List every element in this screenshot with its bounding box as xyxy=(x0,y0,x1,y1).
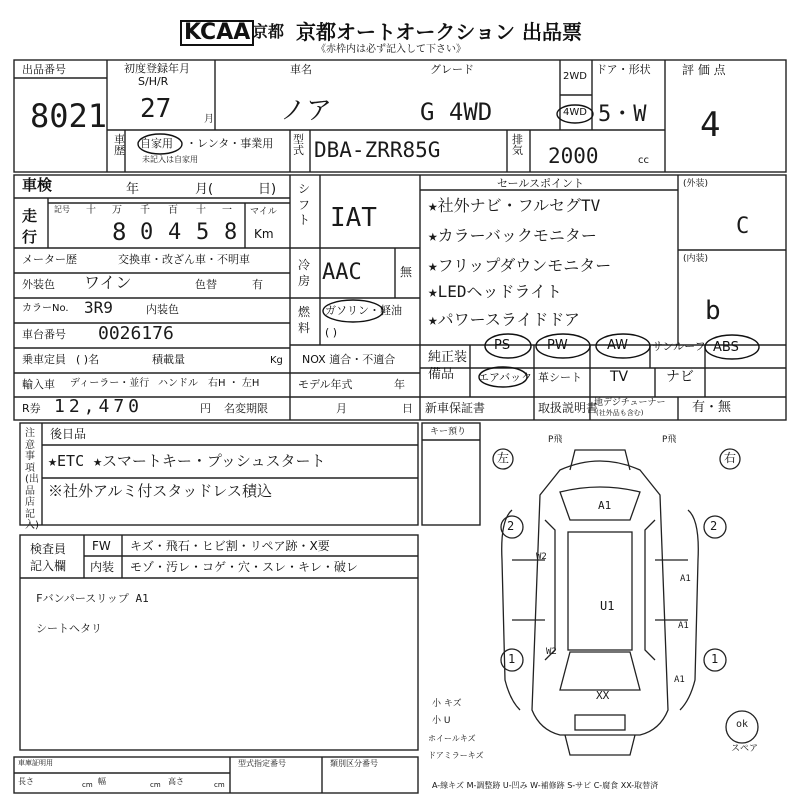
diagram-left: 左 xyxy=(497,451,510,465)
exterior-grade-value: C xyxy=(736,214,750,239)
notes-line: ※社外アルミ付スタッドレス積込 xyxy=(48,482,272,500)
inspector-line: Fバンパースリップ A1 xyxy=(36,592,149,605)
import-label: 輸入車 xyxy=(22,378,55,391)
tax-month: 月 xyxy=(336,402,347,415)
notes-label: 注意事項(出品店記入) xyxy=(25,428,39,531)
bottom-height: 高さ xyxy=(168,777,184,786)
interior-grade-label: (内装) xyxy=(683,254,709,264)
logo: KCAA xyxy=(180,20,254,46)
reg-sub: S/H/R xyxy=(138,75,169,88)
diagram-mark: 1 xyxy=(508,652,516,666)
fuel-paren: ( ) xyxy=(325,326,338,339)
lot-label: 出品番号 xyxy=(22,63,66,76)
drive-4wd: 4WD xyxy=(563,107,587,118)
interior-color-label: 内装色 xyxy=(146,303,179,316)
lot-number: 8021 xyxy=(30,97,108,135)
color-no-value: 3R9 xyxy=(84,298,113,317)
door-label: ドア・形状 xyxy=(596,63,651,76)
fuel-label: 燃料 xyxy=(298,305,311,335)
mileage-digit: 5 xyxy=(196,220,210,245)
inspector-line: シートヘタリ xyxy=(36,622,102,635)
load-label: 積載量 xyxy=(152,353,185,366)
history-other: ・レンタ・事業用 xyxy=(186,137,274,150)
inspection-month: 月( xyxy=(195,182,214,197)
key-label: キー預り xyxy=(430,427,467,437)
meter-options: 交換車・改ざん車・不明車 xyxy=(118,253,250,266)
equip-airbag: エアバック xyxy=(478,371,533,384)
diagram-mark: XX xyxy=(596,689,610,702)
notes-date-label: 後日品 xyxy=(50,427,87,441)
rating-label: 評 価 点 xyxy=(682,63,726,77)
inspector-interior-items: モゾ・汚レ・コゲ・穴・スレ・キレ・破レ xyxy=(130,560,358,574)
equip-warranty: 新車保証書 xyxy=(425,401,486,415)
mileage-unit-1k: 千 xyxy=(140,205,150,216)
mileage-digit: 0 xyxy=(140,220,154,245)
bottom-width: 幅 xyxy=(98,777,106,786)
exterior-color-label: 外装色 xyxy=(22,278,55,291)
history-label: 車歴 xyxy=(114,133,125,157)
mileage-km: Km xyxy=(254,227,274,241)
equip-tuner-yn: 有・無 xyxy=(692,400,732,415)
tax-label: 名変期限 xyxy=(224,402,268,415)
ac-label: 冷房 xyxy=(298,258,311,288)
inspection-label: 車検 xyxy=(22,176,53,194)
color-change-has: 有 xyxy=(252,278,263,291)
mileage-unit-100: 百 xyxy=(168,205,178,216)
import-dealer: ディーラー・並行 xyxy=(70,378,150,389)
inspector-fw: FW xyxy=(92,539,111,553)
diagram-mark: 2 xyxy=(710,519,718,533)
model-year-unit: 年 xyxy=(394,378,405,391)
inspector-interior: 内装 xyxy=(90,560,115,574)
equip-aw: AW xyxy=(607,338,629,353)
diagram-mark: W2 xyxy=(536,552,547,562)
equip-tuner: 地デジチューナー xyxy=(594,398,666,408)
chassis-label: 車台番号 xyxy=(22,328,66,341)
chassis-value: 0026176 xyxy=(98,323,174,344)
load-kg: Kg xyxy=(270,355,283,366)
equip-ps: PS xyxy=(494,338,511,353)
mileage-digit: 4 xyxy=(168,220,182,245)
sales-points-label: セールスポイント xyxy=(497,177,585,190)
exterior-grade-label: (外装) xyxy=(683,179,709,189)
mileage-digit: 8 xyxy=(112,218,127,246)
mileage-note: 記号 xyxy=(54,205,70,214)
sales-point-item: ★カラーバックモニター xyxy=(428,226,597,245)
legend-small-u: 小 U xyxy=(432,716,451,726)
color-change-label: 色替 xyxy=(195,278,217,291)
recycle-unit: 円 xyxy=(200,402,211,415)
car-name: ノア xyxy=(280,96,333,126)
bottom-mod-date: 車庫証明用 xyxy=(18,759,53,767)
diagram-mark: U1 xyxy=(600,599,615,613)
mileage-mile: マイル xyxy=(250,207,277,217)
displacement-unit: cc xyxy=(638,155,649,166)
ac-none: 無 xyxy=(400,265,413,279)
spare-label: スペア xyxy=(731,744,759,754)
car-diagram xyxy=(493,449,758,755)
shift-label: シフト xyxy=(298,182,311,228)
diagram-right: 右 xyxy=(724,451,737,465)
mileage-digit: 8 xyxy=(224,220,238,245)
diagram-mark: A1 xyxy=(598,499,612,512)
legend-mirror: ドアミラーキズ xyxy=(428,751,484,760)
bottom-cm: cm xyxy=(214,781,225,789)
inspector-fw-items: キズ・飛石・ヒビ割・リペア跡・X要 xyxy=(130,539,330,553)
diagram-mark: A1 xyxy=(680,574,691,584)
capacity-label: 乗車定員 xyxy=(22,353,66,366)
interior-grade-value: b xyxy=(705,296,721,326)
bottom-cm: cm xyxy=(82,781,93,789)
bottom-type-no: 型式指定番号 xyxy=(238,759,286,768)
equip-leather: 革シート xyxy=(538,371,582,384)
legend-codes: A-線キズ M-調整跡 U-凹み W-補修跡 S-サビ C-腐食 XX-取替済 xyxy=(432,781,659,790)
equip-abs: ABS xyxy=(713,340,739,355)
diagram-mark: A1 xyxy=(678,621,689,631)
equip-tuner-note: (社外品も含む) xyxy=(596,409,644,417)
handle-label: ハンドル xyxy=(158,378,198,389)
meter-label: メーター歴 xyxy=(22,253,77,266)
sales-point-item: ★パワースライドドア xyxy=(428,310,580,329)
legend-small: 小 キズ xyxy=(432,699,462,709)
bottom-class-no: 類別区分番号 xyxy=(330,759,378,768)
model-value: DBA-ZRR85G xyxy=(314,138,441,162)
shift-value: IAT xyxy=(330,203,377,233)
exterior-color-value: ワイン xyxy=(84,273,132,292)
model-label: 型式 xyxy=(293,133,304,157)
grade-value: G 4WD xyxy=(420,98,493,126)
diagram-mark: 2 xyxy=(507,519,515,533)
equip-navi: ナビ xyxy=(666,369,694,385)
door-value: 5・W xyxy=(598,102,647,127)
diagram-mark: P飛 xyxy=(548,435,563,445)
inspector-label: 検査員記入欄 xyxy=(30,542,67,573)
legend-wheel: ホイールキズ xyxy=(428,734,476,743)
displacement-value: 2000 xyxy=(548,144,599,168)
logo-sub: 京都 xyxy=(252,22,285,41)
mileage-unit-10m: 十 xyxy=(86,205,96,216)
sales-point-item: ★フリップダウンモニター xyxy=(428,256,612,275)
drive-2wd: 2WD xyxy=(563,71,587,82)
ac-value: AAC xyxy=(322,260,362,285)
reg-year: 27 xyxy=(140,94,172,124)
equip-sunroof: サンルーフ xyxy=(652,340,706,353)
diagram-mark: A1 xyxy=(674,675,685,685)
reg-label: 初度登録年月 xyxy=(124,62,190,75)
equipment-label: 純正装備品 xyxy=(428,350,468,382)
mileage-unit-1: 一 xyxy=(222,205,232,216)
equip-pw: PW xyxy=(547,338,568,353)
spare-ok: ok xyxy=(736,719,749,730)
inspection-day: 日) xyxy=(258,182,277,197)
sales-point-item: ★社外ナビ・フルセグTV xyxy=(428,196,601,215)
rating-value: 4 xyxy=(700,105,721,145)
diagram-mark: P飛 xyxy=(662,435,677,445)
history-private: 自家用 xyxy=(140,137,173,150)
grade-label: グレード xyxy=(430,63,474,76)
equip-tv: TV xyxy=(610,369,629,385)
diagram-mark: 1 xyxy=(711,652,719,666)
handle-side: 右H ・ 左H xyxy=(208,378,260,389)
diagram-mark: W2 xyxy=(546,647,557,657)
color-no-label: カラーNo. xyxy=(22,303,69,314)
capacity-paren: ( )名 xyxy=(76,353,100,366)
page-title: 京都オートオークション 出品票 xyxy=(296,20,582,44)
bottom-length: 長さ xyxy=(18,777,34,786)
recycle-value: 12,470 xyxy=(54,396,144,417)
mileage-unit-10: 十 xyxy=(196,205,206,216)
nox-label: NOX 適合・不適合 xyxy=(302,353,396,366)
reg-month-label: 月 xyxy=(204,114,214,125)
model-year-label: モデル年式 xyxy=(298,378,353,391)
equip-manual: 取扱説明書 xyxy=(538,401,599,415)
tax-day: 日 xyxy=(402,402,413,415)
fuel-value: ガソリン・軽油 xyxy=(325,304,402,317)
inspection-year: 年 xyxy=(126,182,140,197)
page-subtitle: 《赤枠内は必ず記入して下さい》 xyxy=(316,44,466,55)
bottom-cm: cm xyxy=(150,781,161,789)
sales-point-item: ★LEDヘッドライト xyxy=(428,282,563,301)
car-name-label: 車名 xyxy=(290,63,312,76)
displacement-label: 排気 xyxy=(512,133,523,157)
mileage-unit-10k: 万 xyxy=(112,205,122,216)
history-note: 未記入は自家用 xyxy=(142,155,198,164)
mileage-label: 走行 xyxy=(22,207,38,246)
recycle-label: R券 xyxy=(22,402,41,415)
notes-line: ★ETC ★スマートキー・プッシュスタート xyxy=(48,452,326,470)
